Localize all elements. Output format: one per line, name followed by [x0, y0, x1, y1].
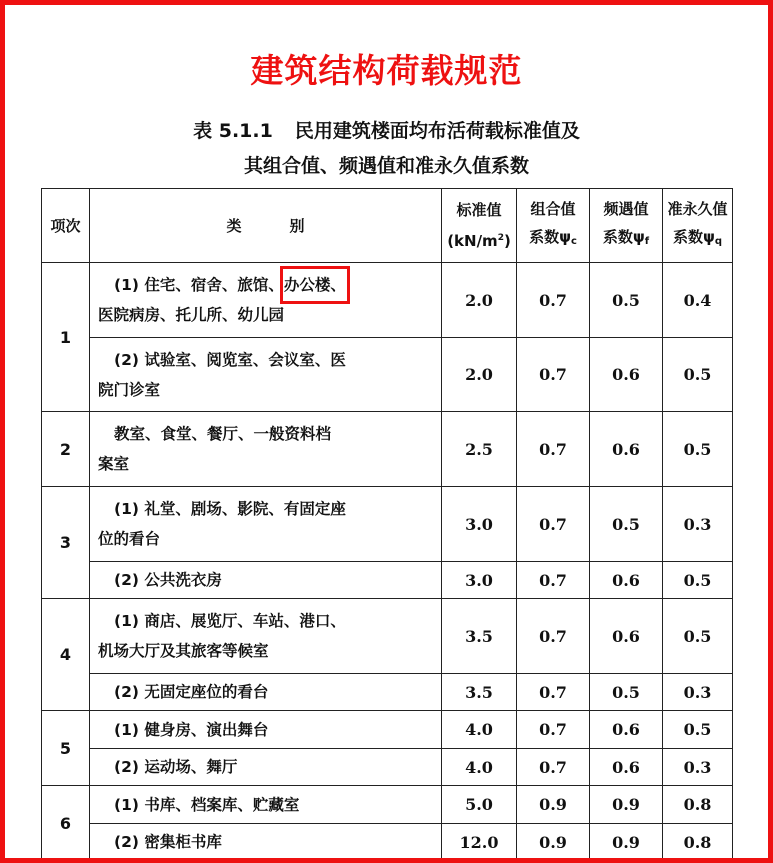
frequent-coef: 0.5 — [590, 674, 663, 711]
standard-value: 3.0 — [442, 487, 517, 562]
category-cell — [90, 749, 442, 786]
standard-value: 2.0 — [442, 263, 517, 338]
combination-coef: 0.7 — [517, 674, 590, 711]
category-text: (1) 商店、展览厅、车站、港口、 — [114, 612, 346, 630]
combination-coef: 0.7 — [517, 412, 590, 487]
frequent-coef: 0.6 — [590, 562, 663, 599]
table-number: 表 5.1.1 — [193, 120, 273, 142]
category-text: (2) 公共洗衣房 — [114, 571, 222, 589]
header-frequent — [590, 189, 663, 263]
frequent-coef: 0.6 — [590, 338, 663, 412]
frequent-coef: 0.5 — [590, 263, 663, 338]
standard-value: 12.0 — [442, 824, 517, 861]
standard-value: 2.5 — [442, 412, 517, 487]
header-category-b: 别 — [289, 217, 305, 235]
category-cell — [90, 599, 442, 674]
header-standard-unit: (kN/m — [447, 232, 498, 250]
item-number: 3 — [42, 487, 90, 599]
quasi-permanent-coef: 0.5 — [663, 338, 733, 412]
combination-coef: 0.7 — [517, 562, 590, 599]
category-cell — [90, 487, 442, 562]
header-combination-l1: 组合值 — [530, 200, 576, 218]
standard-value: 3.0 — [442, 562, 517, 599]
category-cell — [90, 263, 442, 338]
header-frequent-psi: 系数ψ — [602, 228, 645, 246]
combination-coef: 0.7 — [517, 749, 590, 786]
frequent-coef: 0.5 — [590, 487, 663, 562]
frequent-coef: 0.6 — [590, 749, 663, 786]
quasi-permanent-coef: 0.8 — [663, 824, 733, 861]
header-standard-sup: 2 — [497, 233, 504, 243]
page-title: 建筑结构荷载规范 — [250, 51, 523, 90]
table-row — [42, 749, 733, 786]
combination-coef: 0.9 — [517, 786, 590, 824]
category-cell — [90, 338, 442, 412]
category-text-cont: 院门诊室 — [98, 380, 161, 399]
standard-value: 4.0 — [442, 711, 517, 749]
standard-value: 2.0 — [442, 338, 517, 412]
category-text-cont: 案室 — [98, 455, 130, 473]
header-category — [90, 189, 442, 263]
combination-coef: 0.7 — [517, 487, 590, 562]
header-standard-close: ) — [503, 232, 511, 250]
header-combination-sub: c — [570, 236, 577, 247]
quasi-permanent-coef: 0.5 — [663, 412, 733, 487]
table-row — [42, 562, 733, 599]
header-frequent-sub: f — [644, 236, 650, 247]
header-quasi-l1: 准永久值 — [667, 200, 728, 218]
header-quasi — [663, 189, 733, 263]
quasi-permanent-coef: 0.8 — [663, 786, 733, 824]
table-row — [42, 412, 733, 487]
table-caption-line-2: 其组合值、频遇值和准永久值系数 — [243, 155, 529, 177]
header-quasi-l2 — [663, 223, 732, 256]
frequent-coef: 0.6 — [590, 412, 663, 487]
standard-value: 4.0 — [442, 749, 517, 786]
combination-coef: 0.7 — [517, 711, 590, 749]
category-text-cont: 医院病房、托儿所、幼儿园 — [98, 306, 285, 324]
category-cell — [90, 786, 442, 824]
item-number: 6 — [42, 786, 90, 861]
header-standard-l1: 标准值 — [456, 201, 502, 219]
frequent-coef: 0.6 — [590, 599, 663, 674]
combination-coef: 0.7 — [517, 263, 590, 338]
table-row — [42, 487, 733, 562]
category-text: (1) 住宅、宿舍、旅馆、 — [114, 276, 284, 294]
header-frequent-l2 — [590, 223, 662, 256]
quasi-permanent-coef: 0.5 — [663, 711, 733, 749]
category-text: (2) 试验室、阅览室、会议室、医 — [114, 350, 346, 369]
header-item: 项次 — [42, 189, 90, 263]
frequent-coef: 0.6 — [590, 711, 663, 749]
category-text: (1) 书库、档案库、贮藏室 — [114, 795, 300, 814]
header-quasi-psi: 系数ψ — [672, 228, 715, 246]
table-caption-line-1 — [5, 116, 768, 143]
category-cell — [90, 412, 442, 487]
standard-value: 5.0 — [442, 786, 517, 824]
category-text: (2) 密集柜书库 — [114, 833, 222, 851]
quasi-permanent-coef: 0.3 — [663, 487, 733, 562]
combination-coef: 0.7 — [517, 599, 590, 674]
category-cell — [90, 674, 442, 711]
item-number: 5 — [42, 711, 90, 786]
table-caption-text-1: 民用建筑楼面均布活荷载标准值及 — [294, 120, 580, 142]
header-standard-l2 — [442, 224, 516, 255]
combination-coef: 0.9 — [517, 824, 590, 861]
table-row — [42, 599, 733, 674]
header-frequent-l1: 频遇值 — [603, 200, 649, 218]
quasi-permanent-coef: 0.5 — [663, 599, 733, 674]
category-text: (1) 礼堂、剧场、影院、有固定座 — [114, 500, 346, 518]
header-standard — [442, 189, 517, 263]
quasi-permanent-coef: 0.4 — [663, 263, 733, 338]
standard-value: 3.5 — [442, 599, 517, 674]
quasi-permanent-coef: 0.3 — [663, 674, 733, 711]
category-text: (1) 健身房、演出舞台 — [114, 720, 269, 739]
frequent-coef: 0.9 — [590, 824, 663, 861]
table-row — [42, 711, 733, 749]
category-text: (2) 无固定座位的看台 — [114, 683, 269, 701]
item-number: 1 — [42, 263, 90, 412]
category-text-cont: 机场大厅及其旅客等候室 — [98, 642, 269, 660]
category-text-cont: 位的看台 — [98, 530, 161, 548]
category-cell — [90, 711, 442, 749]
item-number: 4 — [42, 599, 90, 711]
table-row — [42, 338, 733, 412]
category-cell — [90, 824, 442, 861]
highlight-box: 办公楼、 — [284, 270, 346, 300]
table-row — [42, 824, 733, 861]
category-text: (2) 运动场、舞厅 — [114, 758, 238, 776]
table-row — [42, 786, 733, 824]
quasi-permanent-coef: 0.3 — [663, 749, 733, 786]
category-cell — [90, 562, 442, 599]
frequent-coef: 0.9 — [590, 786, 663, 824]
category-text: 教室、食堂、餐厅、一般资料档 — [114, 425, 332, 443]
header-combination-psi: 系数ψ — [529, 228, 571, 246]
header-quasi-sub: q — [714, 236, 723, 247]
header-combination-l2 — [517, 223, 589, 256]
item-number: 2 — [42, 412, 90, 487]
table-row — [42, 674, 733, 711]
header-category-a: 类 — [226, 217, 242, 235]
combination-coef: 0.7 — [517, 338, 590, 412]
standard-value: 3.5 — [442, 674, 517, 711]
header-combination — [517, 189, 590, 263]
table-header-row — [42, 189, 733, 263]
quasi-permanent-coef: 0.5 — [663, 562, 733, 599]
table-row — [42, 263, 733, 338]
load-table — [41, 188, 733, 861]
